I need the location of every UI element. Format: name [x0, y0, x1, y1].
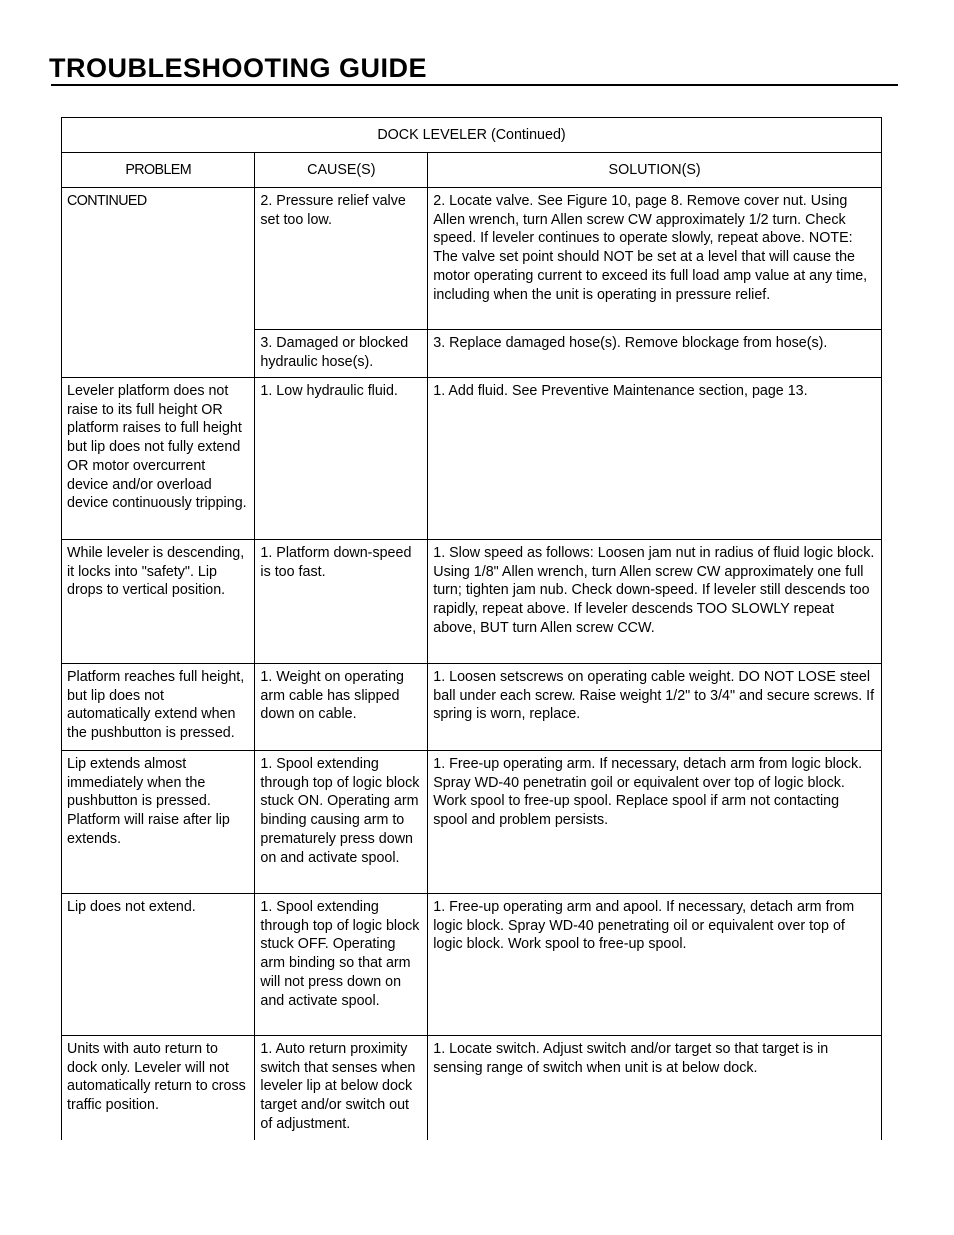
table-row: [62, 1036, 882, 1141]
table-header-row: [62, 153, 882, 188]
troubleshooting-table-container: [61, 117, 883, 1140]
table-caption: DOCK LEVELER (Continued): [62, 118, 882, 153]
table-row: [62, 751, 882, 894]
problem-cell: Lip extends almost immediately when the pushbutton is pressed. Platform will raise after lip extends.: [62, 751, 255, 894]
table-row: [62, 664, 882, 751]
cause-cell: 1. Low hydraulic fluid.: [255, 378, 428, 540]
problem-cell: Lip does not extend.: [62, 894, 255, 1036]
solution-cell: 1. Locate switch. Adjust switch and/or target so that target is in sensing range of switch when unit is at below dock.: [428, 1036, 882, 1141]
table-row: [62, 378, 882, 540]
solution-cell: 1. Slow speed as follows: Loosen jam nut in radius of fluid logic block. Using 1/8" Allen wrench, turn Allen screw CW approximately one full turn; tighten jam nub. Check down-speed. If leveler still descends too rapidly, repeat above. If leveler descends TOO SLOWLY repeat above, BUT turn Allen screw CCW.: [428, 540, 882, 664]
solution-cell: 1. Free-up operating arm. If necessary, detach arm from logic block. Spray WD-40 penetratin goil or equivalent over top of logic block. Work spool to free-up spool. Replace spool if arm not contacting spool and problem persists.: [428, 751, 882, 894]
problem-cell: Units with auto return to dock only. Leveler will not automatically return to cross traffic position.: [62, 1036, 255, 1141]
troubleshooting-table: [61, 117, 882, 1140]
cause-cell: 1. Spool extending through top of logic block stuck OFF. Operating arm binding so that arm will not press down on and activate spool.: [255, 894, 428, 1036]
table-caption-row: [62, 118, 882, 153]
cause-cell: 3. Damaged or blocked hydraulic hose(s).: [255, 330, 428, 378]
problem-cell: Leveler platform does not raise to its full height OR platform raises to full height but lip does not fully extend OR motor overcurrent device and/or overload device continuously tripping.: [62, 378, 255, 540]
header-cause: CAUSE(S): [255, 153, 428, 188]
cause-cell: 2. Pressure relief valve set too low.: [255, 188, 428, 330]
cause-cell: 1. Weight on operating arm cable has slipped down on cable.: [255, 664, 428, 751]
table-row: [62, 188, 882, 330]
problem-cell: Platform reaches full height, but lip does not automatically extend when the pushbutton is pressed.: [62, 664, 255, 751]
header-solution: SOLUTION(S): [428, 153, 882, 188]
page-title: TROUBLESHOOTING GUIDE: [49, 53, 428, 83]
cause-cell: 1. Platform down-speed is too fast.: [255, 540, 428, 664]
cause-cell: 1. Spool extending through top of logic block stuck ON. Operating arm binding causing arm to prematurely press down on and activate spool.: [255, 751, 428, 894]
header-problem: PROBLEM: [62, 153, 255, 188]
title-rule: [51, 84, 898, 86]
problem-cell: While leveler is descending, it locks into "safety". Lip drops to vertical position.: [62, 540, 255, 664]
table-row: [62, 894, 882, 1036]
solution-cell: 2. Locate valve. See Figure 10, page 8. Remove cover nut. Using Allen wrench, turn Allen screw CW approximately 1/2 turn. Check speed. If leveler continues to operate slowly, repeat above. NOTE: The valve set point should NOT be set at a level that will cause the motor operating current to exceed its full load amp value at any time, including when the unit is operating in pressure relief.: [428, 188, 882, 330]
solution-cell: 3. Replace damaged hose(s). Remove blockage from hose(s).: [428, 330, 882, 378]
cause-cell: 1. Auto return proximity switch that senses when leveler lip at below dock target and/or switch out of adjustment.: [255, 1036, 428, 1141]
table-row: [62, 540, 882, 664]
solution-cell: 1. Add fluid. See Preventive Maintenance section, page 13.: [428, 378, 882, 540]
problem-cell: CONTINUED: [62, 188, 255, 378]
solution-cell: 1. Free-up operating arm and apool. If necessary, detach arm from logic block. Spray WD-40 penetrating oil or equivalent over top of logic block. Work spool to free-up spool.: [428, 894, 882, 1036]
solution-cell: 1. Loosen setscrews on operating cable weight. DO NOT LOSE steel ball under each screw. Raise weight 1/2" to 3/4" and secure screws. If spring is worn, replace.: [428, 664, 882, 751]
